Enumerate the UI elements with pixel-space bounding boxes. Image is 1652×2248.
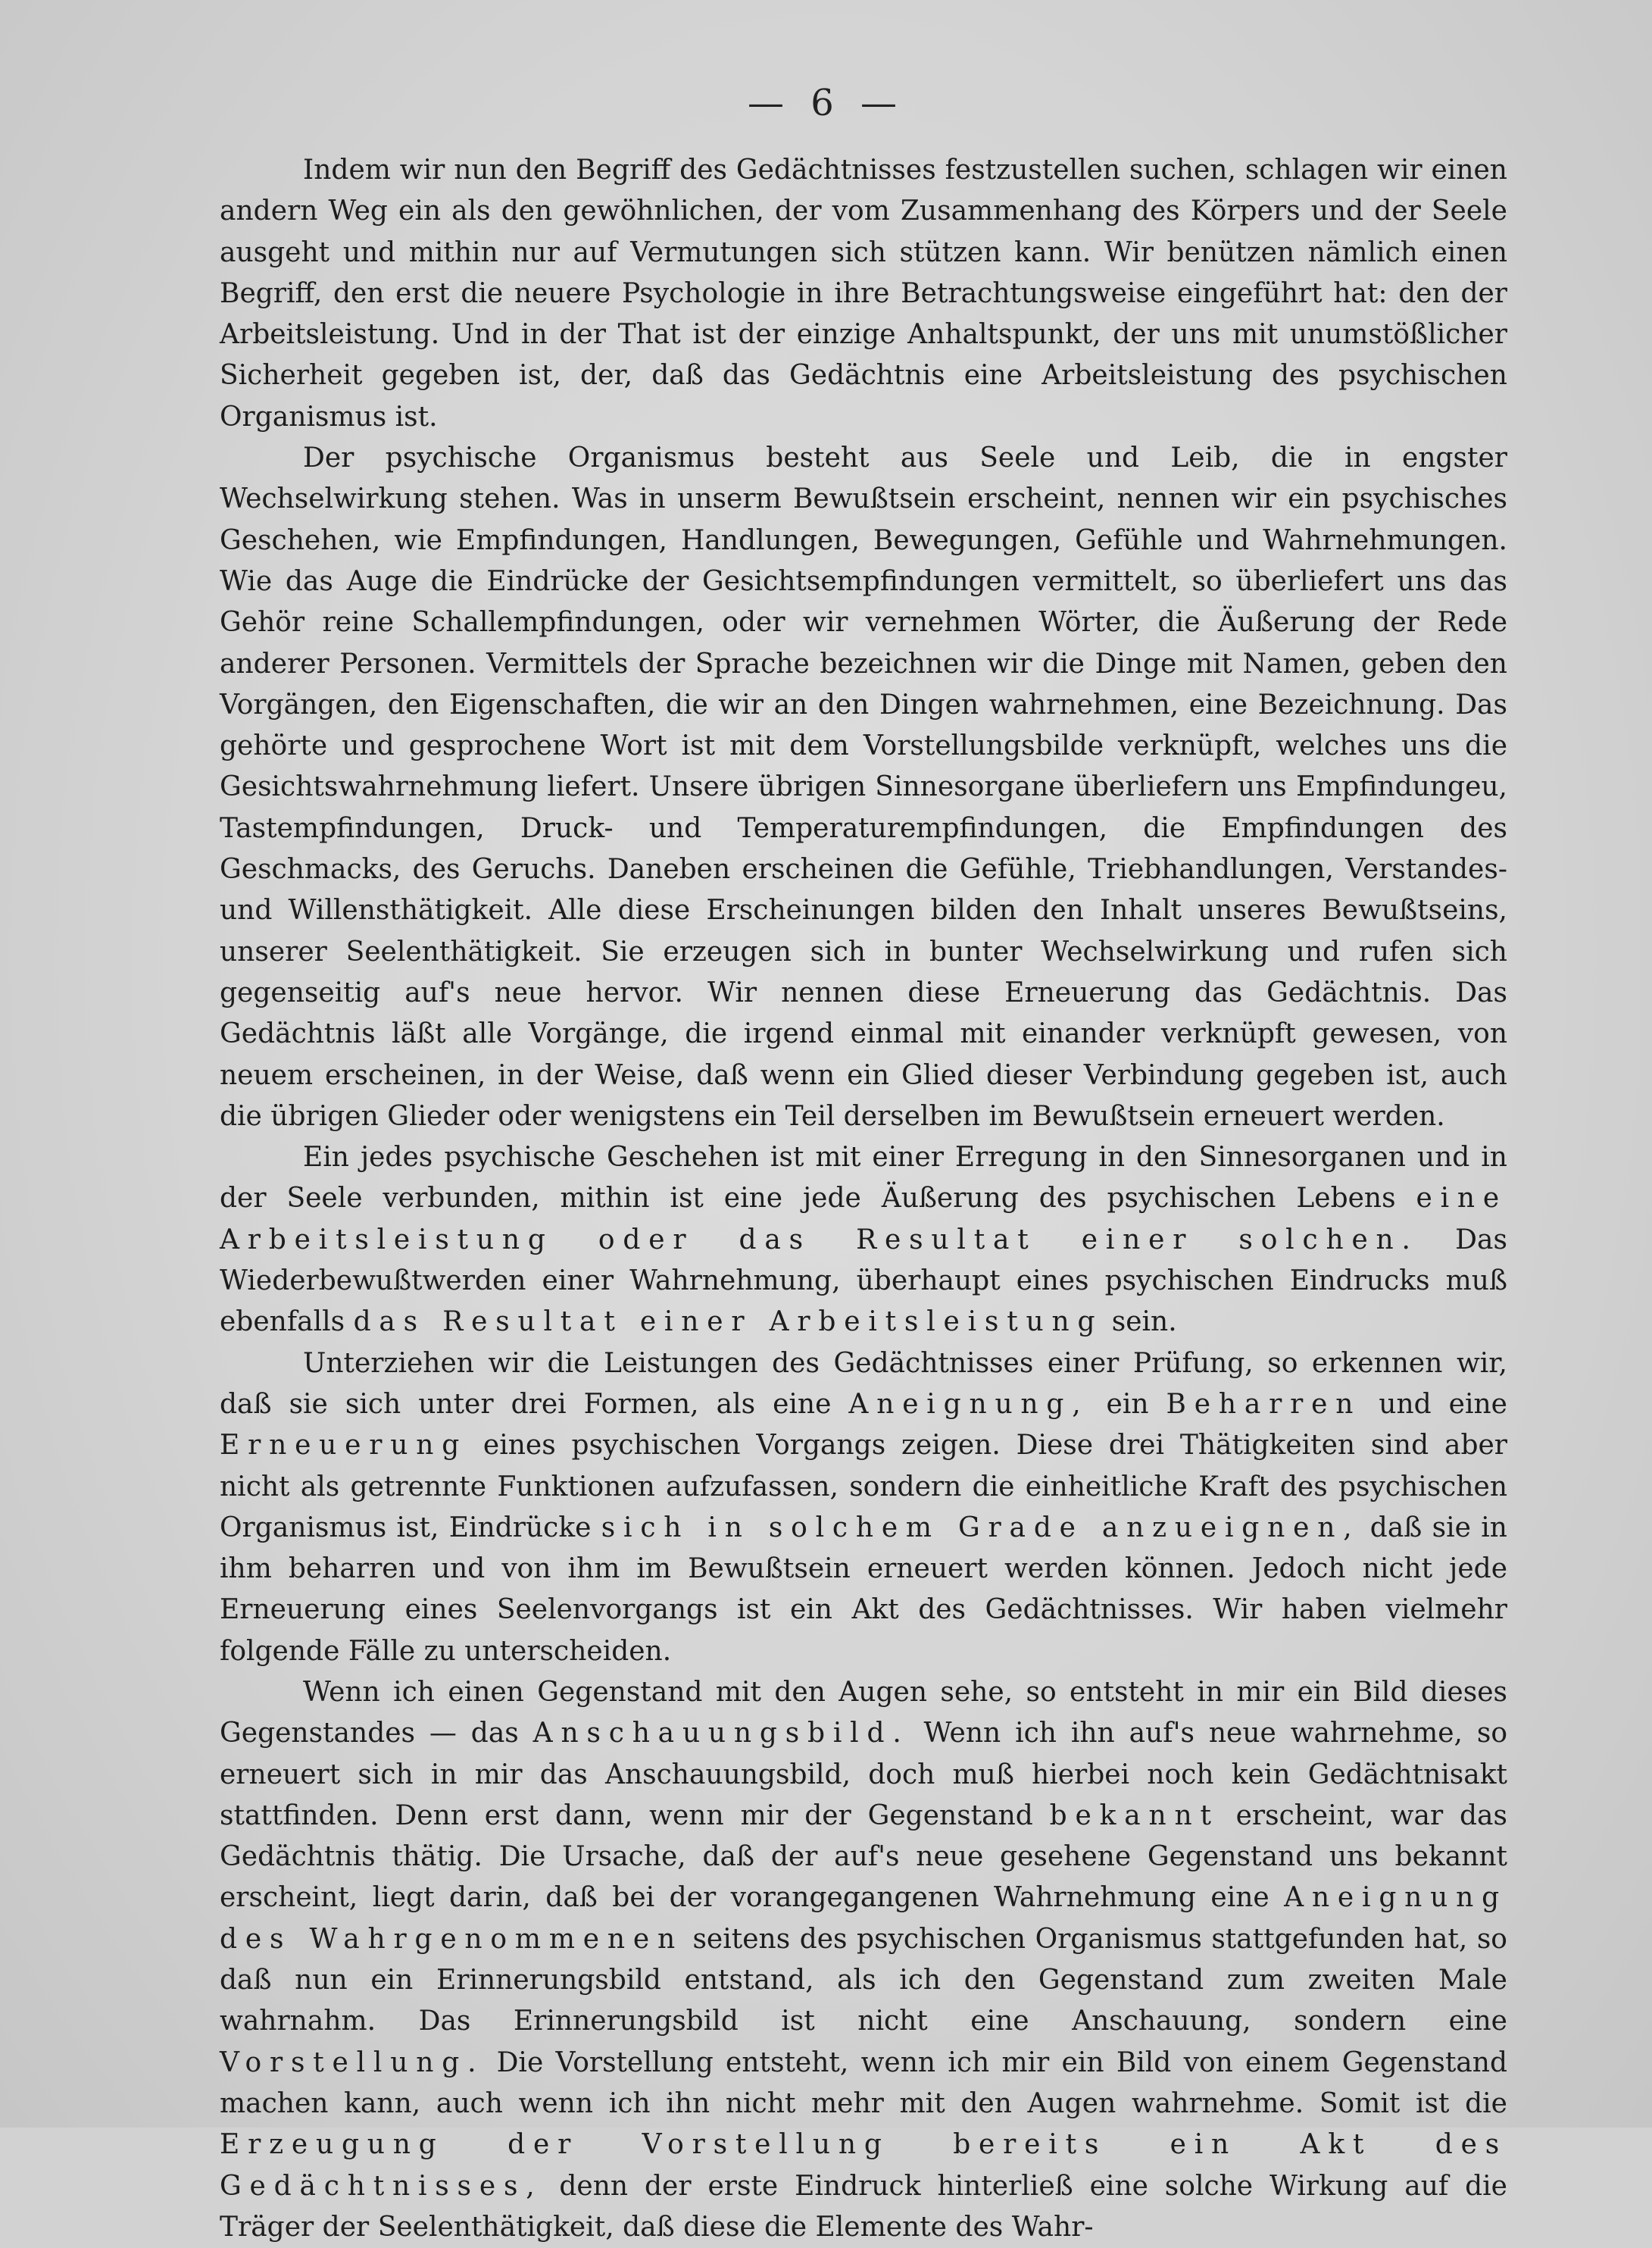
body-text [220, 150, 1507, 2248]
paragraph [220, 1343, 1507, 1672]
paragraph [220, 438, 1507, 1137]
text-run: erscheint, war das Gedächtnis thätig. Die Ursache, daß der auf's neue gesehene Gegenstand uns bekannt erscheint, liegt darin, daß bei der vorangegangenen Wahrnehmung eine [220, 1799, 1507, 1914]
emphasized-text: eine Arbeitsleistung oder das Resultat einer solchen. [220, 1183, 1507, 1255]
emphasized-text: Vorstellung. [220, 2046, 485, 2078]
paragraph [220, 150, 1507, 438]
text-run: Der psychische Organismus besteht aus Seele und Leib, die in engster Wechselwirkung stehen. Was in unserm Bewußtsein erscheint, nennen wir ein psychisches Geschehen, wie Empfindungen, Handlungen, Bewegungen, Gefühle und Wahrnehmungen. Wie das Auge die Eindrücke der Gesichtsempfindungen vermittelt, so überliefert uns das Gehör reine Schallempfindungen, oder wir vernehmen Wörter, die Äußerung der Rede anderer Personen. Vermittels der Sprache bezeichnen wir die Dinge mit Namen, geben den Vorgängen, den Eigenschaften, die wir an den Dingen wahrnehmen, eine Bezeichnung. Das gehörte und gesprochene Wort ist mit dem Vorstellungsbilde verknüpft, welches uns die Gesichtswahrnehmung liefert. Unsere übrigen Sinnesorgane überliefern uns Empfindungeu, Tastempfindungen, Druck- und Temperaturempfindungen, die Empfindungen des Geschmacks, des Geruchs. Daneben erscheinen die Gefühle, Triebhandlungen, Verstandes- und Willensthätigkeit. Alle diese Erscheinungen bilden den Inhalt unseres Bewußtseins, unserer Seelenthätigkeit. Sie erzeugen sich in bunter Wechselwirkung und rufen sich gegenseitig auf's neue hervor. Wir nennen diese Erneuerung das Gedächtnis. Das Gedächtnis läßt alle Vorgänge, die irgend einmal mit einander verknüpft gewesen, von neuem erscheinen, in der Weise, daß wenn ein Glied dieser Verbindung gegeben ist, auch die übrigen Glieder oder wenigstens ein Teil derselben im Bewußtsein erneuert werden. [220, 442, 1507, 1132]
emphasized-text: bekannt [1049, 1799, 1219, 1831]
text-run: seitens des psychischen Organismus stattgefunden hat, so daß nun ein Erinnerungsbild entstand, als ich den Gegenstand zum zweiten Male wahrnahm. Das Erinnerungsbild ist nicht eine Anschauung, sondern eine [220, 1923, 1507, 2037]
paragraph [220, 1137, 1507, 1343]
emphasized-text: Anschauungsbild. [532, 1718, 910, 1749]
text-run: Ein jedes psychische Geschehen ist mit einer Erregung in den Sinnesorganen und in der Seele verbunden, mithin ist eine jede Äußerung des psychischen Lebens [220, 1142, 1507, 1215]
emphasized-text: Erzeugung der Vorstellung bereits ein Akt des Gedächtnisses, [220, 2129, 1507, 2202]
text-run: Unterziehen wir die Leistungen des Gedächtnisses einer Prüfung, so erkennen wir, daß sie sich unter drei Formen, als eine [220, 1347, 1507, 1420]
emphasized-text: Beharren [1166, 1388, 1362, 1420]
emphasized-text: das Resultat einer Arbeitsleistung [353, 1306, 1104, 1338]
text-run: daß sie in ihm beharren und von ihm im Bewußtsein erneuert werden können. Jedoch nicht jede Erneuerung eines Seelenvorgangs ist ein Akt des Gedächtnisses. Wir haben vielmehr folgende Fälle zu unterscheiden. [220, 1512, 1507, 1667]
text-run: Wenn ich ihn auf's neue wahrnehme, so erneuert sich in mir das Anschauungsbild, doch muß hierbei noch kein Gedächtnisakt stattfinden. Denn erst dann, wenn mir der Gegenstand [220, 1718, 1508, 1831]
emphasized-text: Aneignung, [848, 1388, 1089, 1420]
text-run: denn der erste Eindruck hinterließ eine solche Wirkung auf die Träger der Seelenthätigkeit, daß diese die Elemente des Wahr- [220, 2170, 1507, 2243]
text-run: Wenn ich einen Gegenstand mit den Augen sehe, so entsteht in mir ein Bild dieses Gegenstandes — das [220, 1676, 1507, 1749]
text-run: ein [1088, 1388, 1166, 1420]
emphasized-text: Aneignung des Wahrgenommenen [220, 1882, 1507, 1955]
page-number-header: — 6 — [747, 82, 905, 124]
text-run: und eine [1361, 1388, 1507, 1420]
text-run: Indem wir nun den Begriff des Gedächtnisses festzustellen suchen, schlagen wir einen andern Weg ein als den gewöhnlichen, der vom Zusammenhang des Körpers und der Seele ausgeht und mithin nur auf Vermutungen sich stützen kann. Wir benützen nämlich einen Begriff, den erst die neuere Psychologie in ihre Betrachtungsweise eingeführt hat: den der Arbeitsleistung. Und in der That ist der einzige Anhaltspunkt, der uns mit unumstößlicher Sicherheit gegeben ist, der, daß das Gedächtnis eine Arbeitsleistung des psychischen Organismus ist. [220, 155, 1507, 433]
text-run: Das Wiederbewußtwerden einer Wahrnehmung, überhaupt eines psychischen Eindrucks muß ebenfalls [220, 1224, 1507, 1338]
text-run: eines psychischen Vorgangs zeigen. Diese drei Thätigkeiten sind aber nicht als getrennte Funktionen aufzufassen, sondern die einheitliche Kraft des psychischen Organismus ist, Eindrücke [220, 1430, 1507, 1543]
paragraph [220, 1672, 1507, 2248]
text-run: Die Vorstellung entsteht, wenn ich mir ein Bild von einem Gegenstand machen kann, auch wenn ich ihn nicht mehr mit den Augen wahrnehme. Somit ist die [220, 2046, 1507, 2119]
text-run: sein. [1103, 1306, 1177, 1338]
emphasized-text: Erneuerung [220, 1430, 468, 1462]
emphasized-text: sich in solchem Grade anzueignen, [601, 1512, 1360, 1543]
